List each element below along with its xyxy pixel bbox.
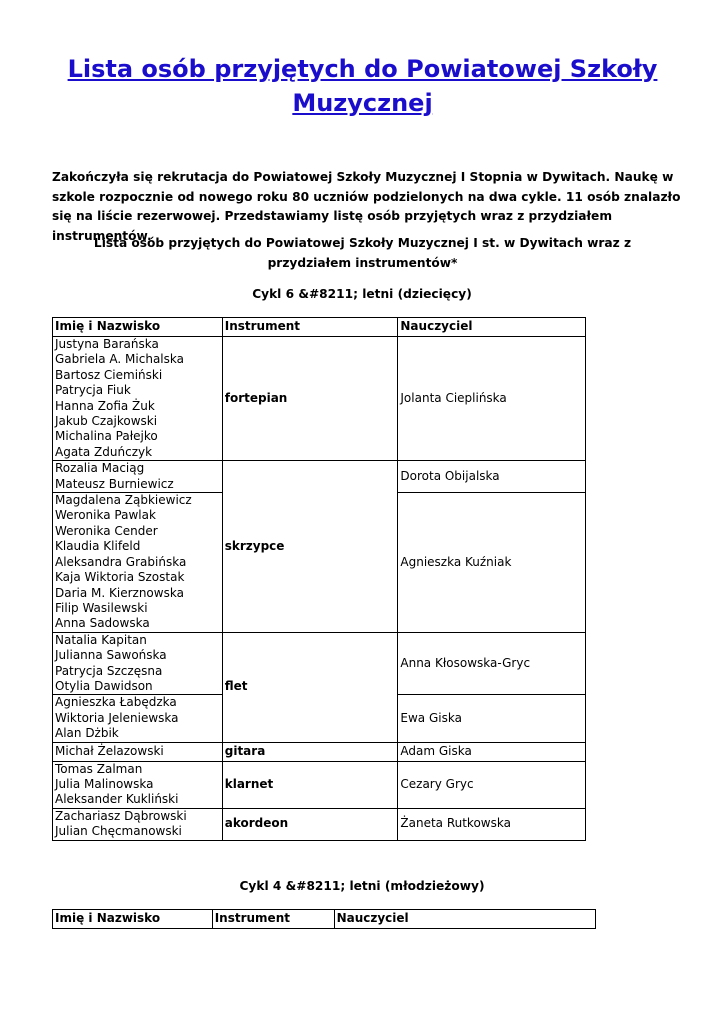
- table-row: [53, 337, 586, 461]
- header-teacher: Nauczyciel: [398, 318, 586, 337]
- student-name: Weronika Pawlak: [55, 508, 156, 523]
- instrument-cell: skrzypce: [222, 461, 398, 632]
- student-names: [53, 493, 223, 633]
- student-name: Magdalena Ząbkiewicz: [55, 493, 192, 508]
- header-name: Imię i Nazwisko: [53, 318, 223, 337]
- cycle6-heading: Cykl 6 &#8211; letni (dziecięcy): [252, 287, 472, 301]
- student-name: Wiktoria Jeleniewska: [55, 710, 179, 725]
- student-name: Filip Wasilewski: [55, 600, 148, 615]
- table-header-row: [53, 910, 596, 929]
- teacher-cell: Anna Kłosowska-Gryc: [398, 632, 586, 695]
- student-name: Daria M. Kierznowska: [55, 585, 184, 600]
- header-teacher: Nauczyciel: [334, 910, 595, 929]
- student-names: [53, 761, 223, 808]
- student-name: Rozalia Maciąg: [55, 461, 145, 476]
- student-name: Jakub Czajkowski: [55, 414, 158, 429]
- teacher-cell: Żaneta Rutkowska: [398, 808, 586, 840]
- page-title[interactable]: Lista osób przyjętych do Powiatowej Szkoły Muzycznej: [67, 55, 658, 117]
- teacher-cell: Ewa Giska: [398, 695, 586, 742]
- instrument-cell: gitara: [222, 742, 398, 761]
- student-name: Zachariasz Dąbrowski: [55, 808, 187, 823]
- teacher-cell: Agnieszka Kuźniak: [398, 493, 586, 633]
- header-instrument: Instrument: [222, 318, 398, 337]
- student-name: Julian Chęcmanowski: [55, 824, 182, 839]
- student-name: Michalina Pałejko: [55, 429, 158, 444]
- student-name: Agnieszka Łabędzka: [55, 695, 177, 710]
- student-name: Weronika Cender: [55, 523, 158, 538]
- student-name: Kaja Wiktoria Szostak: [55, 570, 185, 585]
- student-name: Julia Malinowska: [55, 776, 154, 791]
- cycle6-table: [52, 317, 586, 841]
- student-names: [53, 461, 223, 493]
- student-name: Otylia Dawidson: [55, 678, 153, 693]
- instrument-cell: akordeon: [222, 808, 398, 840]
- cycle4-heading: Cykl 4 &#8211; letni (młodzieżowy): [239, 879, 485, 893]
- header-name: Imię i Nazwisko: [53, 910, 213, 929]
- student-names: [53, 337, 223, 461]
- student-name: Tomas Zalman: [55, 761, 143, 776]
- student-name: Natalia Kapitan: [55, 632, 147, 647]
- student-name: Michał Żelazowski: [55, 743, 164, 758]
- student-name: Hanna Zofia Żuk: [55, 398, 155, 413]
- student-names: [53, 695, 223, 742]
- instrument-cell: fortepian: [222, 337, 398, 461]
- student-name: Patrycja Szczęsna: [55, 663, 163, 678]
- student-name: Julianna Sawońska: [55, 648, 167, 663]
- table-row: [53, 461, 586, 493]
- student-name: Mateusz Burniewicz: [55, 476, 174, 491]
- student-name: Justyna Barańska: [55, 337, 159, 351]
- student-name: Anna Sadowska: [55, 616, 150, 631]
- student-name: Aleksandra Grabińska: [55, 554, 187, 569]
- teacher-cell: Jolanta Cieplińska: [398, 337, 586, 461]
- teacher-cell: Dorota Obijalska: [398, 461, 586, 493]
- teacher-cell: Cezary Gryc: [398, 761, 586, 808]
- teacher-cell: Adam Giska: [398, 742, 586, 761]
- table-row: [53, 808, 586, 840]
- student-name: Gabriela A. Michalska: [55, 352, 184, 367]
- table-row: [53, 632, 586, 695]
- table-header-row: [53, 318, 586, 337]
- table-row: [53, 742, 586, 761]
- header-instrument: Instrument: [212, 910, 334, 929]
- cycle4-table: [52, 909, 596, 929]
- student-name: Patrycja Fiuk: [55, 383, 131, 398]
- list-subtitle: Lista osób przyjętych do Powiatowej Szkoły Muzycznej I st. w Dywitach wraz z przydziałem instrumentów*: [93, 236, 632, 270]
- instrument-cell: flet: [222, 632, 398, 742]
- student-name: Agata Zduńczyk: [55, 444, 153, 459]
- student-names: [53, 808, 223, 840]
- table-row: [53, 761, 586, 808]
- student-name: Aleksander Kukliński: [55, 792, 179, 807]
- student-name: Alan Dżbik: [55, 726, 119, 741]
- student-name: Bartosz Ciemiński: [55, 367, 163, 382]
- instrument-cell: klarnet: [222, 761, 398, 808]
- student-names: [53, 742, 223, 761]
- student-name: Klaudia Klifeld: [55, 539, 141, 554]
- intro-paragraph: Zakończyła się rekrutacja do Powiatowej Szkoły Muzycznej I Stopnia w Dywitach. Naukę w szkole rozpocznie od nowego roku 80 uczniów podzielonych na dwa cykle. 11 osób znalazło się na liście rezerwowej. Przedstawiamy listę osób przyjętych wraz z przydziałem instrumentów.: [52, 170, 681, 243]
- student-names: [53, 632, 223, 695]
